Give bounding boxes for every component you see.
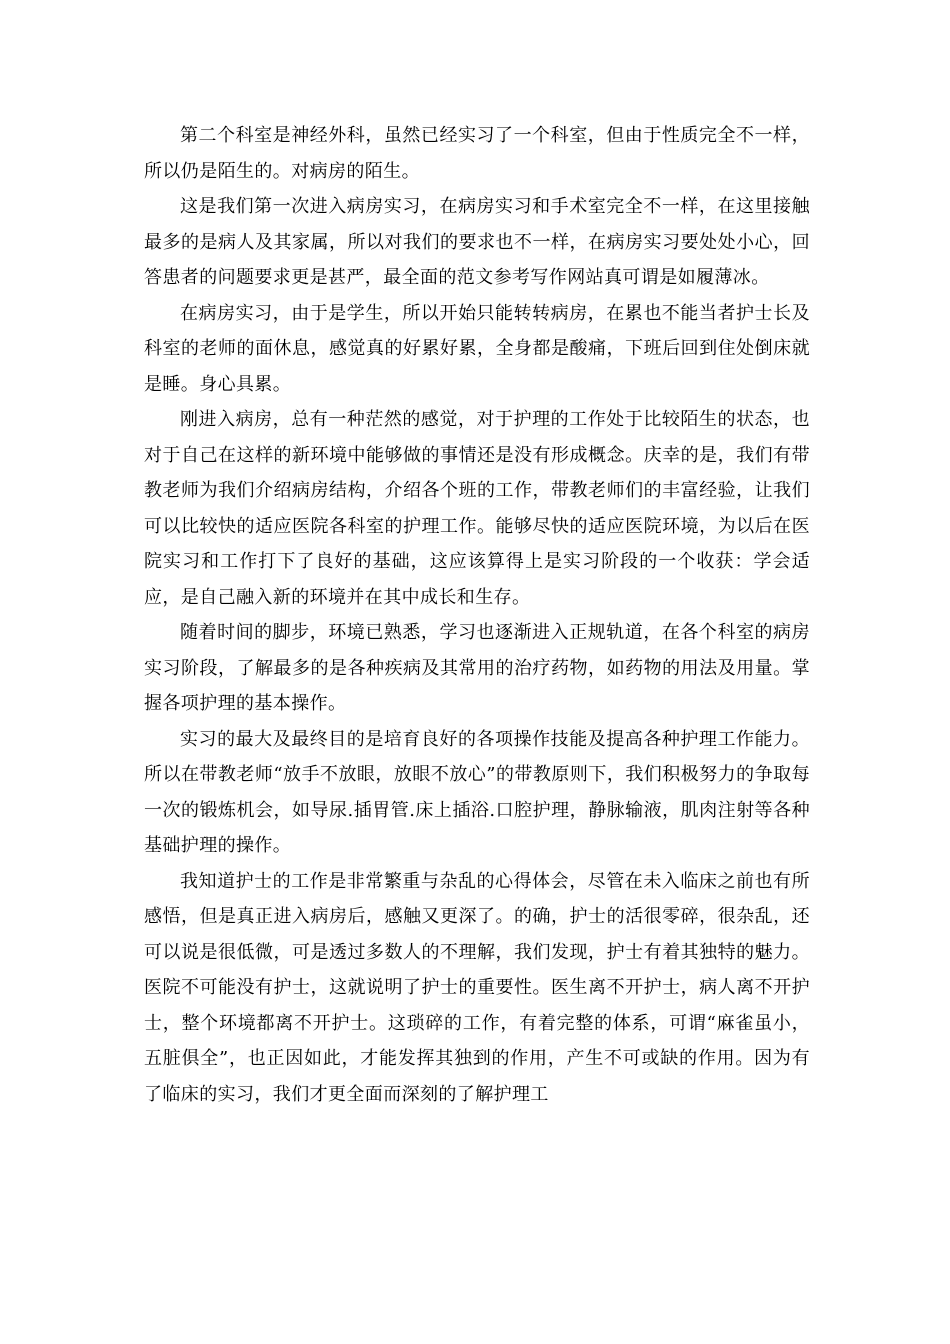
paragraph-3: 在病房实习，由于是学生，所以开始只能转转病房，在累也不能当者护士长及科室的老师的面休息，感觉真的好累好累，全身都是酸痛，下班后回到住处倒床就是睡。身心具累。 xyxy=(144,302,810,395)
paragraph-4: 刚进入病房，总有一种茫然的感觉，对于护理的工作处于比较陌生的状态，也对于自己在这样的新环境中能够做的事情还是没有形成概念。庆幸的是，我们有带教老师为我们介绍病房结构，介绍各个班的工作，带教老师们的丰富经验，让我们可以比较快的适应医院各科室的护理工作。能够尽快的适应医院环境，为以后在医院实习和工作打下了良好的基础，这应该算得上是实习阶段的一个收获：学会适应，是自己融入新的环境并在其中成长和生存。 xyxy=(144,409,810,608)
paragraph-6: 实习的最大及最终目的是培育良好的各项操作技能及提高各种护理工作能力。所以在带教老师“放手不放眼，放眼不放心”的带教原则下，我们积极努力的争取每一次的锻炼机会，如导尿.插胃管.床上插浴.口腔护理，静脉输液，肌肉注射等各种基础护理的操作。 xyxy=(144,728,810,856)
paragraph-7: 我知道护士的工作是非常繁重与杂乱的心得体会，尽管在未入临床之前也有所感悟，但是真正进入病房后，感触又更深了。的确，护士的活很零碎，很杂乱，还可以说是很低微，可是透过多数人的不理解，我们发现，护士有着其独特的魅力。医院不可能没有护士，这就说明了护士的重要性。医生离不开护士，病人离不开护士，整个环境都离不开护士。这琐碎的工作，有着完整的体系，可谓“麻雀虽小，五脏俱全”，也正因如此，才能发挥其独到的作用，产生不可或缺的作用。因为有了临床的实习，我们才更全面而深刻的了解护理工 xyxy=(144,870,810,1105)
paragraph-5: 随着时间的脚步，环境已熟悉，学习也逐渐进入正规轨道，在各个科室的病房实习阶段，了解最多的是各种疾病及其常用的治疗药物，如药物的用法及用量。掌握各项护理的基本操作。 xyxy=(144,622,810,714)
document-body xyxy=(144,118,810,1112)
paragraph-2: 这是我们第一次进入病房实习，在病房实习和手术室完全不一样，在这里接触最多的是病人及其家属，所以对我们的要求也不一样，在病房实习要处处小心，回答患者的问题要求更是甚严，最全面的范文参考写作网站真可谓是如履薄冰。 xyxy=(144,196,810,288)
paragraph-1: 第二个科室是神经外科，虽然已经实习了一个科室，但由于性质完全不一样，所以仍是陌生的。对病房的陌生。 xyxy=(144,125,810,182)
